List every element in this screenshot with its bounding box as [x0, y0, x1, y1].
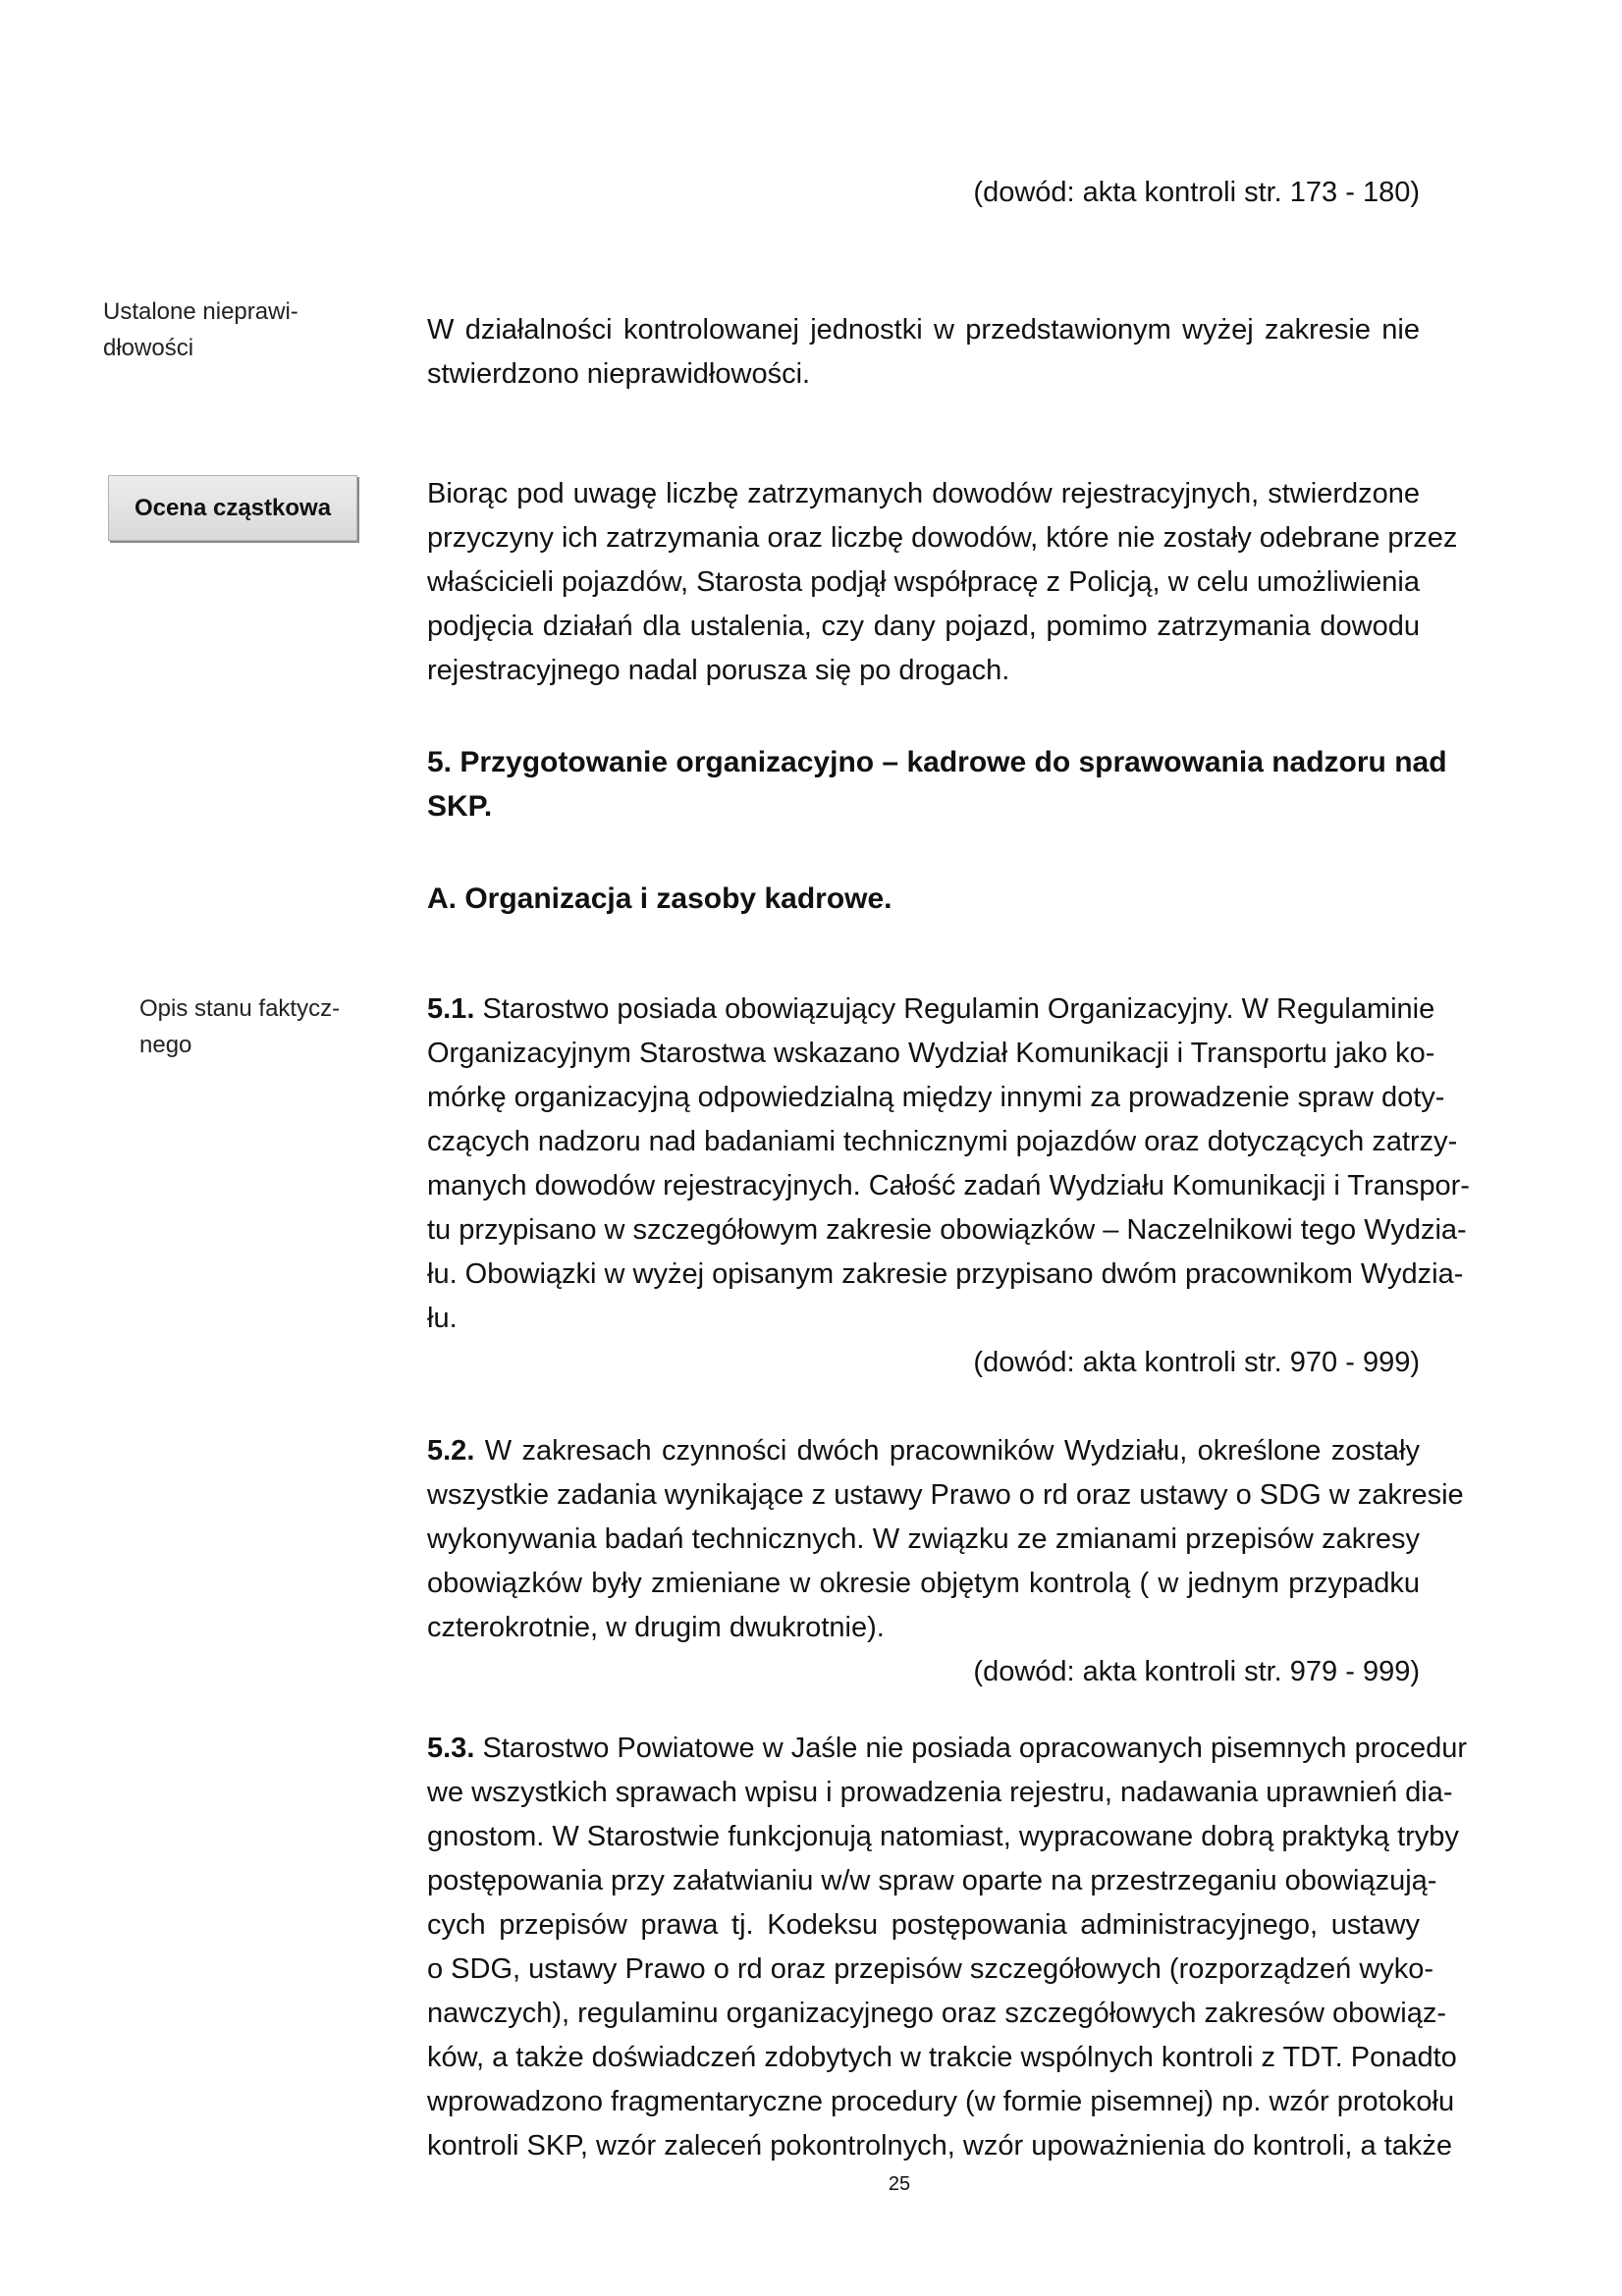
paragraph-5-3 — [427, 1727, 1468, 2168]
p53-line-5: cych przepisów prawa tj. Kodeksu postępowania administracyjnego, ustawy — [427, 1909, 1420, 1941]
paragraph-5-2-number: 5.2. — [427, 1435, 475, 1467]
page-number: 25 — [888, 2173, 911, 2195]
p51-line-8: łu. — [427, 1303, 458, 1334]
p52-line-3: wykonywania badań technicznych. W związku ze zmianami przepisów zakresy — [427, 1523, 1420, 1555]
assessment-line-3: właścicieli pojazdów, Starosta podjął współpracę z Policją, w celu umożliwienia — [427, 566, 1420, 598]
p53-line-7: nawczych), regulaminu organizacyjnego oraz szczegółowych zakresów obowiąz- — [427, 1998, 1447, 2029]
assessment-line-4: podjęcia działań dla ustalenia, czy dany pojazd, pomimo zatrzymania dowodu — [427, 611, 1420, 642]
subsection-a-heading: A. Organizacja i zasoby kadrowe. — [427, 882, 892, 915]
p51-line-3: mórkę organizacyjną odpowiedzialną między innymi za prowadzenie spraw doty- — [427, 1082, 1445, 1113]
p52-line-4: obowiązków były zmieniane w okresie objętym kontrolą ( w jednym przypadku — [427, 1568, 1420, 1599]
partial-assessment-box — [108, 475, 357, 541]
p53-line-2: we wszystkich sprawach wpisu i prowadzenia rejestru, nadawania uprawnień dia- — [427, 1777, 1453, 1808]
p53-line-1: Starostwo Powiatowe w Jaśle nie posiada opracowanych pisemnych procedur — [482, 1733, 1468, 1764]
section-5-heading-line-1: 5. Przygotowanie organizacyjno – kadrowe do sprawowania nadzoru nad — [427, 746, 1447, 778]
p51-line-4: czących nadzoru nad badaniami technicznymi pojazdów oraz dotyczących zatrzy- — [427, 1126, 1458, 1157]
p53-line-8: ków, a także doświadczeń zdobytych w trakcie wspólnych kontroli z TDT. Ponadto — [427, 2042, 1457, 2073]
side-label-irregularities: Ustalone nieprawi- dłowości — [103, 298, 298, 361]
assessment-line-1: Biorąc pod uwagę liczbę zatrzymanych dowodów rejestracyjnych, stwierdzone — [427, 478, 1420, 509]
assessment-line-2: przyczyny ich zatrzymania oraz liczbę dowodów, które nie zostały odebrane przez — [427, 522, 1458, 554]
evidence-reference-5-1: (dowód: akta kontroli str. 970 - 999) — [973, 1347, 1420, 1378]
paragraph-5-3-number: 5.3. — [427, 1733, 475, 1764]
irregularities-paragraph — [427, 308, 1420, 397]
p53-line-10: kontroli SKP, wzór zaleceń pokontrolnych, wzór upoważnienia do kontroli, a także — [427, 2130, 1453, 2162]
p52-line-5: czterokrotnie, w drugim dwukrotnie). — [427, 1612, 885, 1643]
partial-assessment-label: Ocena cząstkowa — [134, 494, 332, 521]
p51-line-7: łu. Obowiązki w wyżej opisanym zakresie przypisano dwóm pracownikom Wydzia- — [427, 1258, 1464, 1290]
irregularities-line-2: stwierdzono nieprawidłowości. — [427, 358, 811, 390]
p51-line-5: manych dowodów rejestracyjnych. Całość zadań Wydziału Komunikacji i Transpor- — [427, 1170, 1470, 1201]
evidence-reference-5-2: (dowód: akta kontroli str. 979 - 999) — [973, 1656, 1420, 1687]
p53-line-9: wprowadzono fragmentaryczne procedury (w formie pisemnej) np. wzór protokołu — [427, 2086, 1455, 2117]
section-5-heading — [427, 740, 1447, 828]
side-label-facts: Opis stanu faktycz- nego — [139, 995, 341, 1058]
section-5-heading-line-2: SKP. — [427, 790, 493, 823]
p52-line-2: wszystkie zadania wynikające z ustawy Prawo o rd oraz ustawy o SDG w zakresie — [427, 1479, 1464, 1511]
p53-line-3: gnostom. W Starostwie funkcjonują natomiast, wypracowane dobrą praktyką tryby — [427, 1821, 1459, 1852]
p53-line-6: o SDG, ustawy Prawo o rd oraz przepisów szczegółowych (rozporządzeń wyko- — [427, 1953, 1434, 1985]
assessment-line-5: rejestracyjnego nadal porusza się po drogach. — [427, 655, 1010, 686]
p52-line-1: W zakresach czynności dwóch pracowników Wydziału, określone zostały — [484, 1435, 1420, 1467]
paragraph-5-2 — [427, 1429, 1464, 1650]
evidence-reference-top: (dowód: akta kontroli str. 173 - 180) — [973, 177, 1420, 208]
paragraph-5-1-number: 5.1. — [427, 993, 475, 1025]
paragraph-5-1 — [427, 988, 1470, 1341]
p51-line-6: tu przypisano w szczegółowym zakresie obowiązków – Naczelnikowi tego Wydzia- — [427, 1214, 1467, 1246]
p53-line-4: postępowania przy załatwianiu w/w spraw oparte na przestrzeganiu obowiązują- — [427, 1865, 1437, 1896]
p51-line-1: Starostwo posiada obowiązujący Regulamin Organizacyjny. W Regulaminie — [482, 993, 1435, 1025]
irregularities-line-1: W działalności kontrolowanej jednostki w przedstawionym wyżej zakresie nie — [427, 314, 1420, 346]
partial-assessment-paragraph — [427, 472, 1458, 693]
p51-line-2: Organizacyjnym Starostwa wskazano Wydział Komunikacji i Transportu jako ko- — [427, 1038, 1435, 1069]
